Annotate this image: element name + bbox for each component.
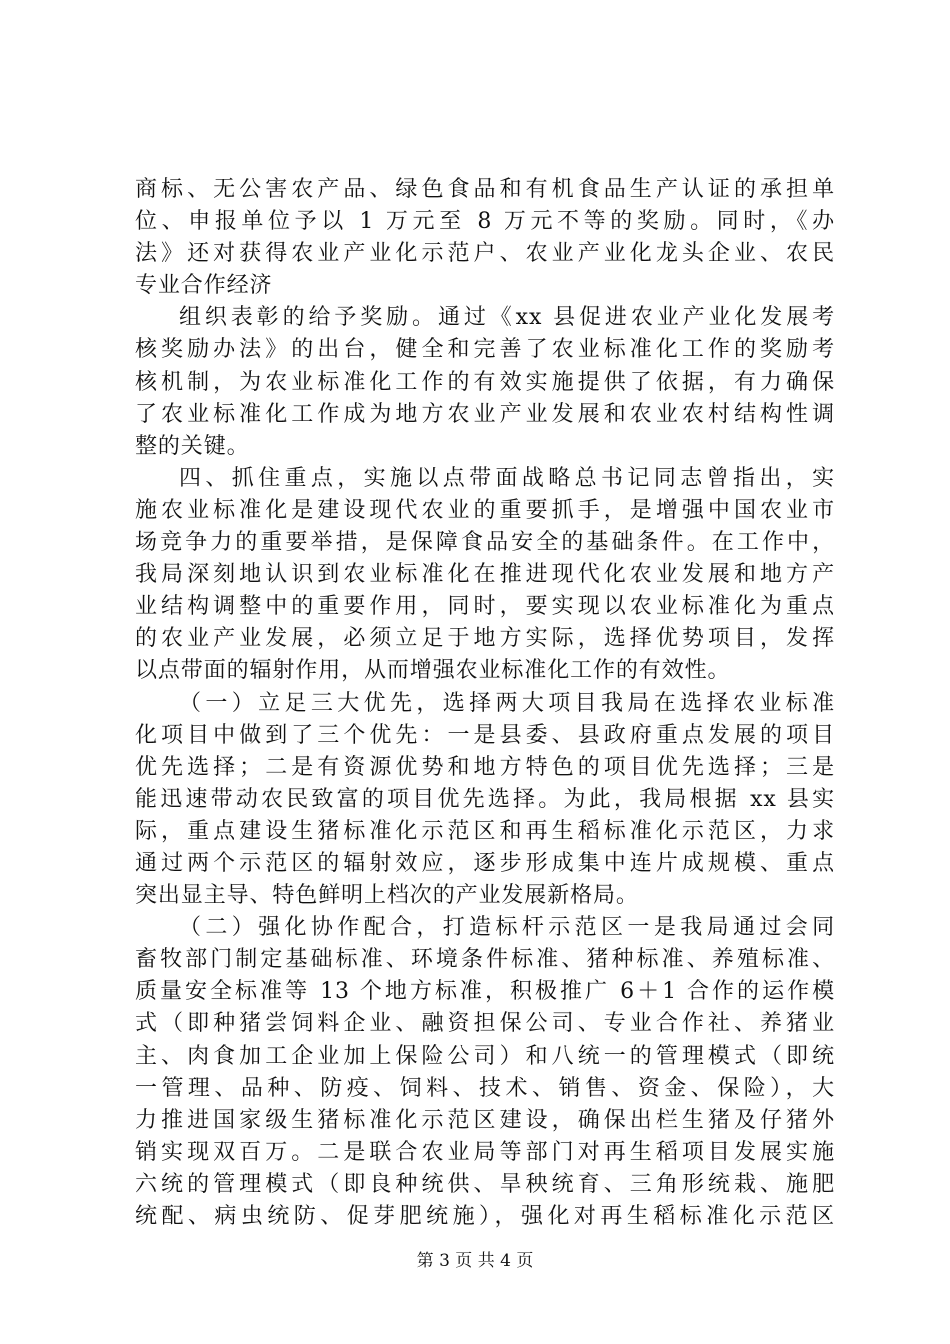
text-line: 核奖励办法》的出台，健全和完善了农业标准化工作的奖励考 (135, 337, 835, 363)
text-line: 场竞争力的重要举措，是保障食品安全的基础条件。在工作中， (135, 530, 835, 556)
text-line: 畜牧部门制定基础标准、环境条件标准、猪种标准、养殖标准、 (135, 947, 835, 973)
text-line: 力推进国家级生猪标准化示范区建设，确保出栏生猪及仔猪外 (135, 1107, 835, 1133)
text-line: 质量安全标准等 13 个地方标准，积极推广 6＋1 合作的运作模 (135, 979, 835, 1005)
text-line: 商标、无公害农产品、绿色食品和有机食品生产认证的承担单 (135, 177, 835, 202)
text-line: 法》还对获得农业产业化示范户、农业产业化龙头企业、农民 (135, 241, 835, 267)
text-line: 核机制，为农业标准化工作的有效实施提供了依据，有力确保 (135, 369, 835, 395)
text-line: 六统的管理模式（即良种统供、旱秧统育、三角形统栽、施肥 (135, 1171, 835, 1197)
text-line: 优先选择；二是有资源优势和地方特色的项目优先选择；三是 (135, 754, 835, 780)
text-line: 业结构调整中的重要作用，同时，要实现以农业标准化为重点 (135, 594, 835, 620)
text-line: 化项目中做到了三个优先：一是县委、县政府重点发展的项目 (135, 722, 835, 748)
text-line: 主、肉食加工企业加上保险公司）和八统一的管理模式（即统 (135, 1043, 835, 1069)
text-line: 四、抓住重点，实施以点带面战略总书记同志曾指出，实 (179, 465, 835, 491)
text-line: 我局深刻地认识到农业标准化在推进现代化农业发展和地方产 (135, 562, 835, 588)
text-line: 了农业标准化工作成为地方农业产业发展和农业农村结构性调 (135, 401, 835, 427)
text-line: （二）强化协作配合，打造标杆示范区一是我局通过会同 (179, 915, 835, 941)
text-line: 销实现双百万。二是联合农业局等部门对再生稻项目发展实施 (135, 1139, 835, 1165)
document-body (135, 174, 835, 1233)
page-footer: 第 3 页 共 4 页 (416, 1251, 534, 1271)
text-line: （一）立足三大优先，选择两大项目我局在选择农业标准 (179, 690, 835, 716)
text-line: 整的关键。 (135, 433, 250, 459)
text-line: 统配、病虫统防、促芽肥统施），强化对再生稻标准化示范区 (135, 1204, 835, 1229)
text-line: 以点带面的辐射作用，从而增强农业标准化工作的有效性。 (135, 658, 731, 684)
text-line: 能迅速带动农民致富的项目优先选择。为此，我局根据 xx 县实 (135, 786, 835, 812)
text-line: 专业合作经济 (135, 273, 273, 299)
text-line: 的农业产业发展，必须立足于地方实际，选择优势项目，发挥 (135, 626, 835, 652)
text-line: 突出显主导、特色鲜明上档次的产业发展新格局。 (135, 883, 639, 909)
text-line: 组织表彰的给予奖励。通过《xx 县促进农业产业化发展考 (179, 305, 835, 331)
text-line: 施农业标准化是建设现代农业的重要抓手，是增强中国农业市 (135, 497, 835, 523)
text-line: 位、申报单位予以 1 万元至 8 万元不等的奖励。同时，《办 (135, 209, 835, 235)
text-line: 际，重点建设生猪标准化示范区和再生稻标准化示范区，力求 (135, 818, 835, 844)
text-line: 式（即种猪尝饲料企业、融资担保公司、专业合作社、养猪业 (135, 1011, 835, 1037)
text-line: 通过两个示范区的辐射效应，逐步形成集中连片成规模、重点 (135, 850, 835, 876)
text-line: 一管理、品种、防疫、饲料、技术、销售、资金、保险），大 (135, 1075, 835, 1101)
